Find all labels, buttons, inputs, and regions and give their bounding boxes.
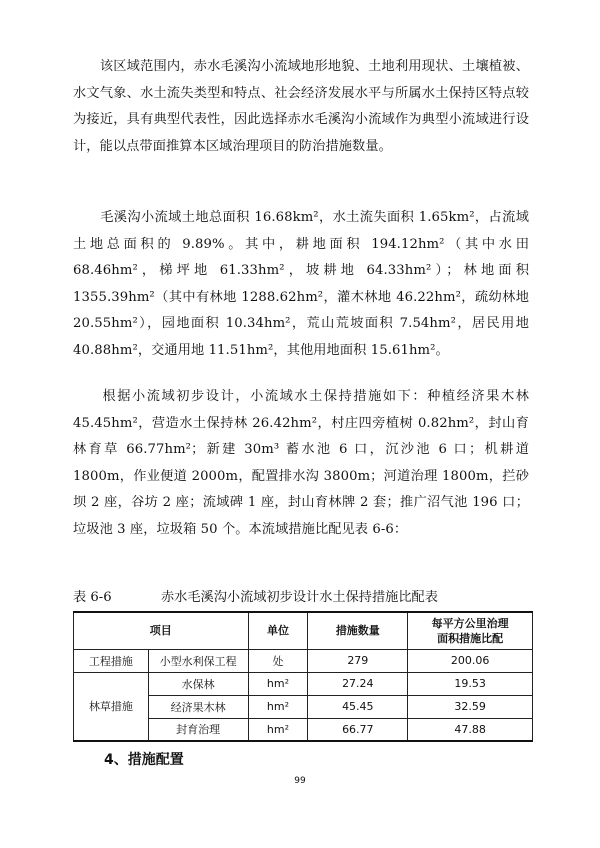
table-header-row xyxy=(74,612,533,649)
quantity-cell: 45.45 xyxy=(308,695,408,718)
measure-name-cell: 水保林 xyxy=(148,672,248,695)
ratio-cell: 32.59 xyxy=(408,695,533,718)
ratio-cell: 200.06 xyxy=(408,649,533,672)
header-unit: 单位 xyxy=(248,612,308,649)
paragraph-text: 毛溪沟小流域土地总面积 16.68km²，水土流失面积 1.65km²，占流域土地总面积的 9.89%。其中，耕地面积 194.12hm²（其中水田 68.46hm²，梯坪地 61.33hm²，坡耕地 64.33hm²）；林地面积 1355.39hm²（其中有林地 1288.62hm²，灌木林地 46.22hm²，疏幼林地 20.55hm²），园地面积 10.34hm²，荒山荒坡面积 7.54hm²，居民用地 40.88hm²，交通用地 11.51hm²，其他用地面积 15.61hm²。 xyxy=(73,210,529,358)
table-caption xyxy=(73,588,533,608)
quantity-cell: 66.77 xyxy=(308,718,408,741)
table-row xyxy=(74,672,533,695)
category-cell: 林草措施 xyxy=(74,672,149,741)
page-number: 99 xyxy=(294,776,306,786)
ratio-cell: 47.88 xyxy=(408,718,533,741)
header-ratio-line1: 每平方公里治理 xyxy=(431,616,509,630)
header-ratio-line2: 面积措施比配 xyxy=(437,631,504,645)
table-title: 赤水毛溪沟小流域初步设计水土保持措施比配表 xyxy=(161,590,438,605)
unit-cell: 处 xyxy=(248,649,308,672)
unit-cell: hm² xyxy=(248,672,308,695)
measure-name-cell: 经济果木林 xyxy=(148,695,248,718)
paragraph-text: 该区域范围内，赤水毛溪沟小流域地形地貌、土地利用现状、土壤植被、水文气象、水土流失类型和特点、社会经济发展水平与所属水土保持区特点较为接近，具有典型代表性，因此选择赤水毛溪沟小流域作为典型小流域进行设计，能以点带面推算本区域治理项目的防治措施数量。 xyxy=(73,59,529,154)
unit-cell: hm² xyxy=(248,695,308,718)
section-heading: 4、措施配置 xyxy=(104,752,184,768)
quantity-cell: 27.24 xyxy=(308,672,408,695)
measures-ratio-table xyxy=(73,611,533,742)
table-row xyxy=(74,649,533,672)
measure-name-cell: 封育治理 xyxy=(148,718,248,741)
header-quantity: 措施数量 xyxy=(308,612,408,649)
header-item: 项目 xyxy=(74,612,249,649)
paragraph-text: 根据小流域初步设计，小流域水土保持措施如下：种植经济果木林 45.45hm²，营造水土保持林 26.42hm²，村庄四旁植树 0.82hm²，封山育林育草 66.77hm²；新建 30m³ 蓄水池 6 口，沉沙池 6 口；机耕道 1800m，作业便道 2000m，配置排水沟 3800m；河道治理 1800m，拦砂坝 2 座，谷坊 2 座；流域碑 1 座，封山育林牌 2 套；推广沼气池 196 口；垃圾池 3 座，垃圾箱 50 个。本流域措施比配见表 6-6： xyxy=(73,389,529,537)
category-cell: 工程措施 xyxy=(74,649,149,672)
unit-cell: hm² xyxy=(248,718,308,741)
paragraph-land-use xyxy=(73,205,529,365)
table-number: 表 6-6 xyxy=(73,590,112,605)
ratio-cell: 19.53 xyxy=(408,672,533,695)
paragraph-measures xyxy=(73,384,529,544)
measure-name-cell: 小型水利保工程 xyxy=(148,649,248,672)
quantity-cell: 279 xyxy=(308,649,408,672)
header-ratio xyxy=(408,612,533,649)
paragraph-region-overview xyxy=(73,54,529,160)
